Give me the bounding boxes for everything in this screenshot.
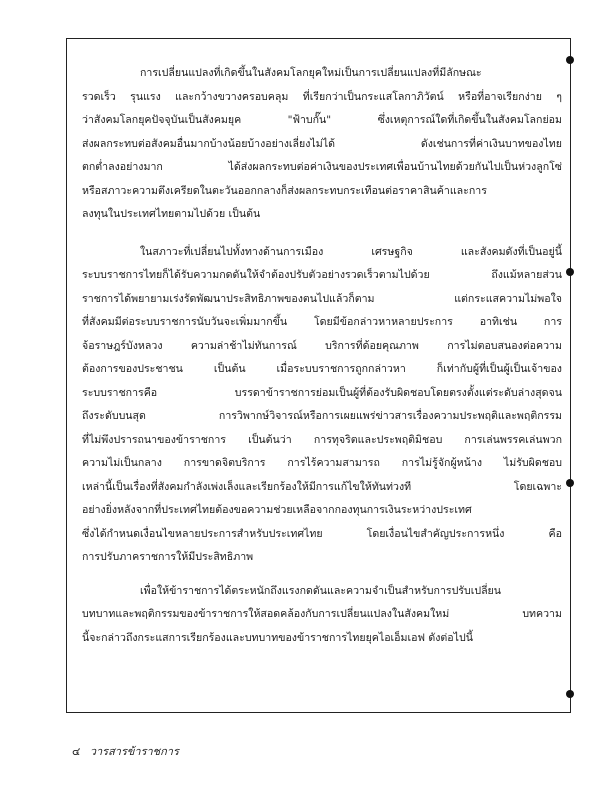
text-line: ระบบราชการไทยก็ได้รับความกดดันให้จำต้องปรับตัวอย่างรวดเร็วตามไปด้วย ถึงแม้หลายส่วน [82,269,562,281]
text-line: ในสภาวะที่เปลี่ยนไปทั้งทางด้านการเมือง เศรษฐกิจ และสังคมดังที่เป็นอยู่นี้ [140,245,562,258]
text-line: ถึงระดับบนสุด การวิพากษ์วิจารณ์หรือการเผยแพร่ข่าวสารเรื่องความประพฤติและพฤติกรรม [82,410,562,422]
page-number: ๔ [72,745,81,758]
binding-hole-mark [566,479,574,487]
text-line: รวดเร็ว รุนแรง และกว้างขวางครอบคลุม ที่เรียกว่าเป็นกระแสโลกาภิวัตน์ หรือที่อาจเรียกง่าย ๆ [82,90,562,103]
text-line: ราชการได้พยายามเร่งรัดพัฒนาประสิทธิภาพของตนไปแล้วก็ตาม แต่กระแสความไม่พอใจ [82,292,562,305]
binding-hole-mark [566,56,574,64]
paragraph-gap [82,570,562,580]
article-body [82,62,562,650]
paragraph-3 [82,580,562,651]
text-line: การปรับภาคราชการให้มีประสิทธิภาพ [82,551,254,563]
text-line: จ้อราษฎร์บังหลวง ความล่าช้าไม่ทันการณ์ บริการที่ด้อยคุณภาพ การไม่ตอบสนองต่อความ [82,339,562,352]
paragraph-gap [82,227,562,241]
text-line: ลงทุนในประเทศไทยตามไปด้วย เป็นต้น [82,208,261,220]
text-line: ซึ่งได้กำหนดเงื่อนไขหลายประการสำหรับประเทศไทย โดยเงื่อนไขสำคัญประการหนึ่ง คือ [82,527,562,540]
text-line: บทบาทและพฤติกรรมของข้าราชการให้สอดคล้องกับการเปลี่ยนแปลงในสังคมใหม่ บทความ [82,608,562,620]
journal-name: วารสารข้าราชการ [89,745,179,758]
text-line: เหล่านี้เป็นเรื่องที่สังคมกำลังเพ่งเล็งและเรียกร้องให้มีการแก้ไขให้ทันท่วงที โดยเฉพาะ [82,480,562,493]
text-line: หรือสภาวะความตึงเครียดในตะวันออกกลางก็ส่งผลกระทบกระเทือนต่อราคาสินค้าและการ [82,184,487,197]
text-line: ตกต่ำลงอย่างมาก ได้ส่งผลกระทบต่อค่าเงินของประเทศเพื่อนบ้านไทยด้วยกันไปเป็นห่วงลูกโซ่ [82,161,562,173]
binding-hole-mark [566,268,574,276]
paragraph-1 [82,62,562,227]
binding-hole-mark [566,690,574,698]
text-line: ความไม่เป็นกลาง การขาดจิตบริการ การไร้ความสามารถ การไม่รู้จักผู้หน้าง ไม่รับผิดชอบ [82,457,562,469]
text-line: นี้จะกล่าวถึงกระแสการเรียกร้องและบทบาทของข้าราชการไทยยุคไอเอ็มเอฟ ดังต่อไปนี้ [82,631,473,644]
text-line: อย่างยิ่งหลังจากที่ประเทศไทยต้องขอความช่วยเหลือจากกองทุนการเงินระหว่างประเทศ [82,504,472,516]
text-line: การเปลี่ยนแปลงที่เกิดขึ้นในสังคมโลกยุคใหม่เป็นการเปลี่ยนแปลงที่มีลักษณะ [140,67,482,79]
text-line: ส่งผลกระทบต่อสังคมอื่นมากบ้างน้อยบ้างอย่างเลี่ยงไม่ได้ ดังเช่นการที่ค่าเงินบาทของไทย [82,137,562,150]
text-line: ต้องการของประชาชน เป็นต้น เมื่อระบบราชการถูกกล่าวหา ก็เท่ากับผู้ที่เป็นผู้เป็นเจ้าของ [82,363,562,375]
paragraph-2 [82,241,562,570]
text-line: ที่ไม่พึงปรารถนาของข้าราชการ เป็นต้นว่า การทุจริตและประพฤติมิชอบ การเล่นพรรคเล่นพวก [82,433,562,446]
text-line: ว่าสังคมโลกยุคปัจจุบันเป็นสังคมยุค "ฟ้าบกั๊น" ซึ่งเหตุการณ์ใดที่เกิดขึ้นในสังคมโลกย่อม [82,114,562,126]
text-line: ที่สังคมมีต่อระบบราชการนับวันจะเพิ่มมากขึ้น โดยมีข้อกล่าวหาหลายประการ อาทิเช่น การ [82,316,562,328]
text-line: ระบบราชการคือ บรรดาข้าราชการย่อมเป็นผู้ที่ต้องรับผิดชอบโดยตรงตั้งแต่ระดับล่างสุดจน [82,386,562,399]
text-line: เพื่อให้ข้าราชการได้ตระหนักถึงแรงกดดันและความจำเป็นสำหรับการปรับเปลี่ยน [140,584,502,597]
page-footer [72,742,179,760]
